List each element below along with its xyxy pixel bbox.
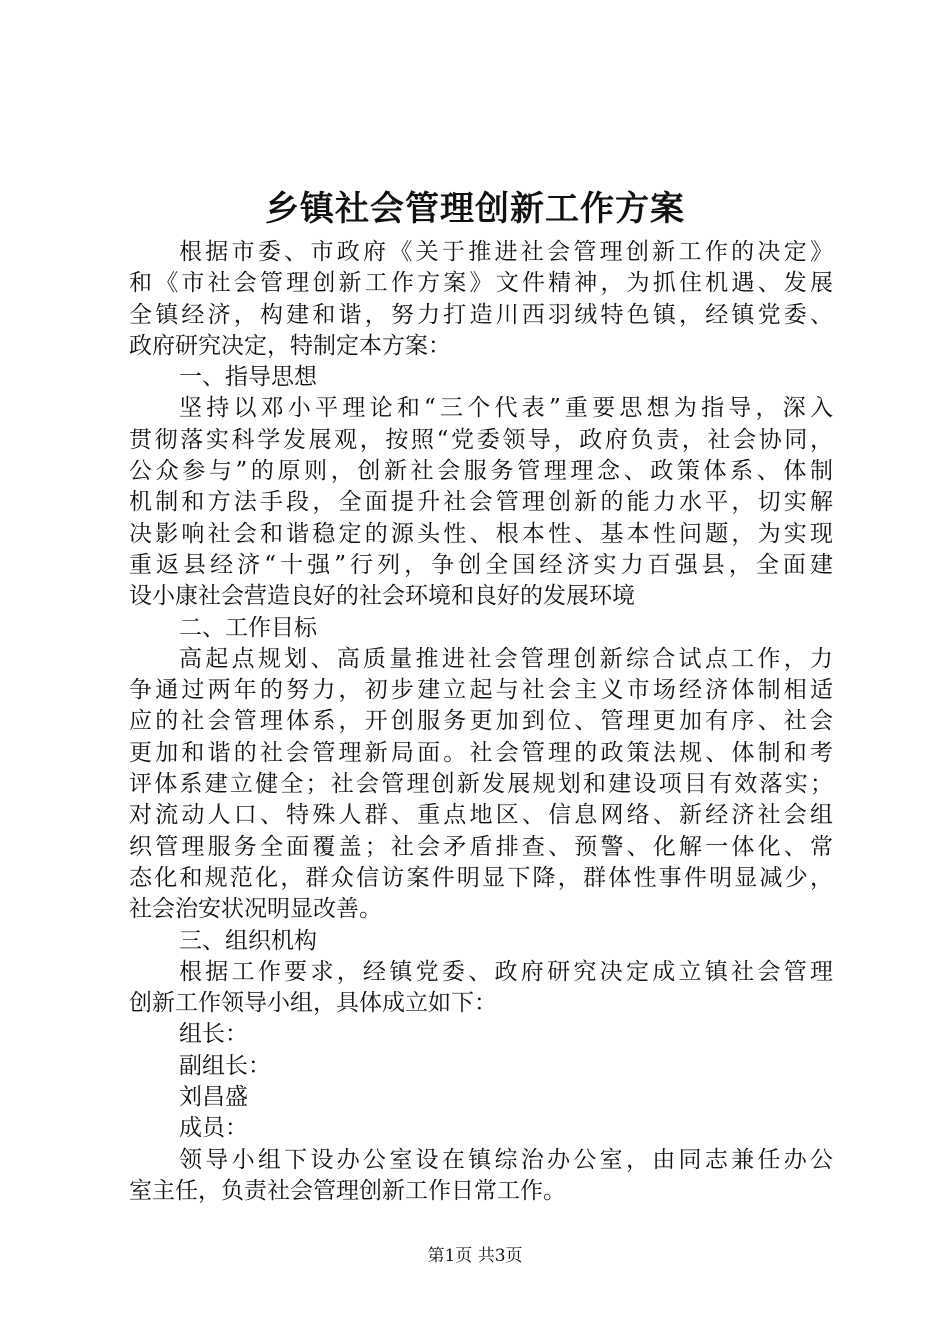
paragraph-line: 领导小组下设办公室设在镇综治办公室，由同志兼任办公 xyxy=(179,1146,833,1173)
section-heading: 三、组织机构 xyxy=(179,927,317,954)
group-leader-label: 组长： xyxy=(179,1021,248,1048)
paragraph-line: 创新工作领导小组，具体成立如下： xyxy=(129,990,497,1017)
paragraph-line: 更加和谐的社会管理新局面。社会管理的政策法规、体制和考 xyxy=(129,739,833,766)
document-title: 乡镇社会管理创新工作方案 xyxy=(265,189,685,229)
paragraph-line: 社会治安状况明显改善。 xyxy=(129,896,382,923)
paragraph-line: 重返县经济“十强”行列，争创全国经济实力百强县，全面建 xyxy=(129,551,833,578)
paragraph-line: 对流动人口、特殊人群、重点地区、信息网络、新经济社会组 xyxy=(129,802,833,829)
paragraph-line: 贯彻落实科学发展观，按照“党委领导，政府负责，社会协同， xyxy=(129,426,833,453)
paragraph-line: 机制和方法手段，全面提升社会管理创新的能力水平，切实解 xyxy=(129,489,833,516)
section-heading: 一、指导思想 xyxy=(179,364,317,391)
paragraph-line: 室主任，负责社会管理创新工作日常工作。 xyxy=(129,1177,566,1204)
paragraph-line: 态化和规范化，群众信访案件明显下降，群体性事件明显减少， xyxy=(129,864,833,891)
paragraph-line: 设小康社会营造良好的社会环境和良好的发展环境 xyxy=(129,583,635,610)
members-label: 成员： xyxy=(179,1115,248,1142)
paragraph-line: 争通过两年的努力，初步建立起与社会主义市场经济体制相适 xyxy=(129,677,833,704)
paragraph-line: 根据市委、市政府《关于推进社会管理创新工作的决定》 xyxy=(179,239,833,265)
section-heading: 二、工作目标 xyxy=(179,614,317,641)
deputy-leader-label: 副组长： xyxy=(179,1052,271,1079)
paragraph-line: 政府研究决定，特制定本方案： xyxy=(129,332,451,359)
paragraph-line: 公众参与”的原则，创新社会服务管理理念、政策体系、体制 xyxy=(129,458,833,485)
document-body xyxy=(129,237,833,1207)
paragraph-line: 全镇经济，构建和谐，努力打造川西羽绒特色镇，经镇党委、 xyxy=(129,301,833,328)
paragraph-line: 应的社会管理体系，开创服务更加到位、管理更加有序、社会 xyxy=(129,708,833,735)
paragraph-line: 高起点规划、高质量推进社会管理创新综合试点工作，力 xyxy=(179,645,833,672)
paragraph-line: 评体系建立健全；社会管理创新发展规划和建设项目有效落实； xyxy=(129,771,833,798)
paragraph-line: 决影响社会和谐稳定的源头性、根本性、基本性问题，为实现 xyxy=(129,520,833,547)
paragraph-line: 织管理服务全面覆盖；社会矛盾排查、预警、化解一体化、常 xyxy=(129,833,833,860)
paragraph-line: 根据工作要求，经镇党委、政府研究决定成立镇社会管理 xyxy=(179,958,833,985)
paragraph-line: 坚持以邓小平理论和“三个代表”重要思想为指导，深入 xyxy=(179,395,833,422)
paragraph-line: 和《市社会管理创新工作方案》文件精神，为抓住机遇、发展 xyxy=(129,270,833,297)
page-footer: 第1页 共3页 xyxy=(427,1246,523,1266)
member-name: 刘昌盛 xyxy=(179,1084,248,1111)
